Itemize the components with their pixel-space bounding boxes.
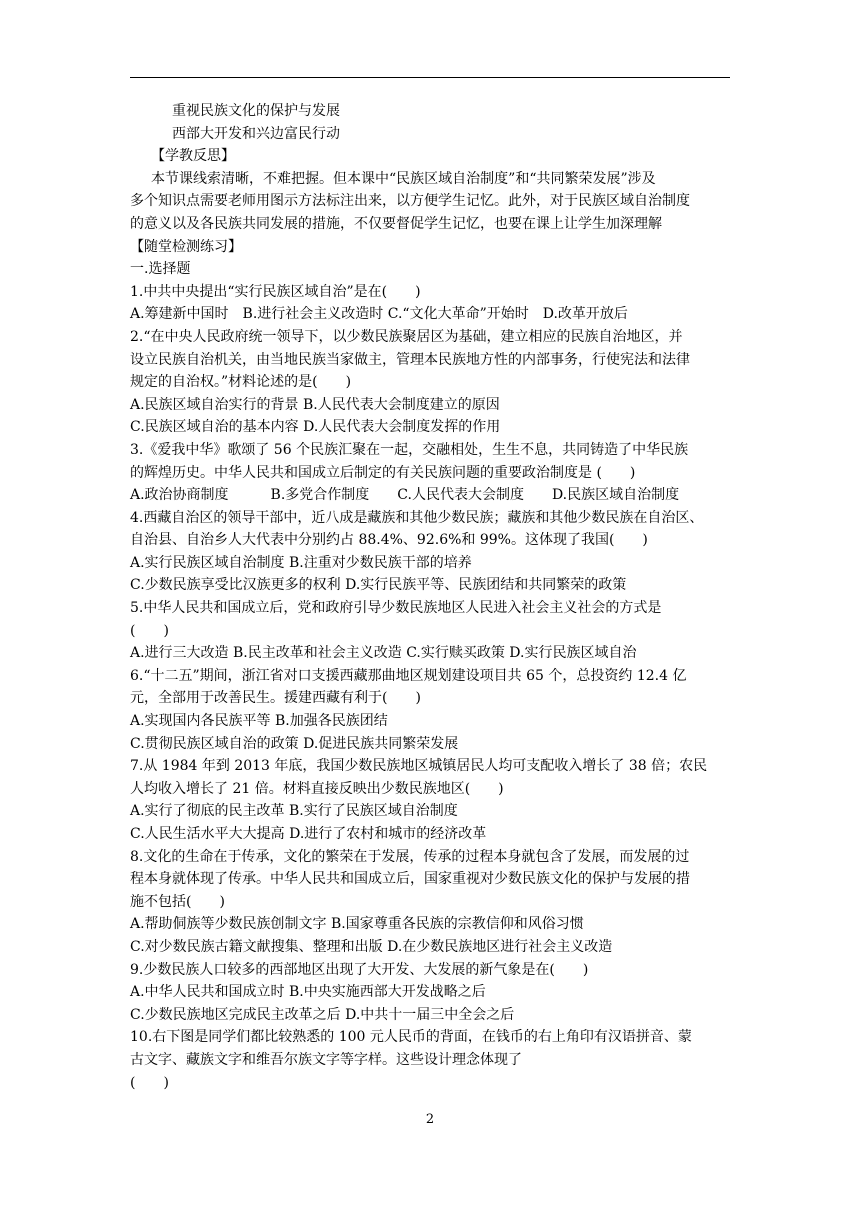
- question-line: A.进行三大改造 B.民主改革和社会主义改造 C.实行赎买政策 D.实行民族区域自治: [130, 645, 637, 662]
- question-line: C.民族区域自治的基本内容 D.人民代表大会制度发挥的作用: [130, 419, 501, 436]
- question-line: A.中华人民共和国成立时 B.中央实施西部大开发战略之后: [130, 984, 486, 1001]
- question-line: 5.中华人民共和国成立后，党和政府引导少数民族地区人民进入社会主义社会的方式是: [130, 600, 662, 617]
- question-line: 人均收入增长了 21 倍。材料直接反映出少数民族地区( ): [130, 780, 504, 797]
- exercise-heading: 【随堂检测练习】: [130, 238, 242, 255]
- page-number: 2: [425, 1112, 435, 1127]
- question-line: 的辉煌历史。中华人民共和国成立后制定的有关民族问题的重要政治制度是 ( ): [130, 464, 636, 481]
- question-line: 9.少数民族人口较多的西部地区出现了大开发、大发展的新气象是在( ): [130, 961, 589, 978]
- reflection-line: 多个知识点需要老师用图示方法标注出来，以方便学生记忆。此外，对于民族区域自治制度: [130, 193, 690, 210]
- question-line: A.民族区域自治实行的背景 B.人民代表大会制度建立的原因: [130, 396, 500, 413]
- section-title: 一.选择题: [130, 261, 191, 278]
- question-list: [130, 281, 730, 1094]
- page-body: [130, 100, 730, 1094]
- header-rule: [130, 77, 730, 78]
- question-line: C.少数民族地区完成民主改革之后 D.中共十一届三中全会之后: [130, 1006, 515, 1023]
- question-line: 6.“十二五”期间，浙江省对口支援西藏那曲地区规划建设项目共 65 个，总投资约 12.4 亿: [130, 667, 687, 684]
- reflection-line: 的意义以及各民族共同发展的措施，不仅要督促学生记忆，也要在课上让学生加深理解: [130, 215, 662, 232]
- question-line: C.人民生活水平大大提高 D.进行了农村和城市的经济改革: [130, 826, 487, 842]
- question-line: 1.中共中央提出“实行民族区域自治”是在( ): [130, 283, 421, 300]
- question-line: A.实行了彻底的民主改革 B.实行了民族区域自治制度: [130, 803, 458, 820]
- question-line: 古文字、藏族文字和维吾尔族文字等字样。这些设计理念体现了: [130, 1051, 522, 1068]
- reflection-line: 本节课线索清晰，不难把握。但本课中“民族区域自治制度”和“共同繁荣发展”涉及: [151, 170, 656, 187]
- question-line: A.帮助侗族等少数民族创制文字 B.国家尊重各民族的宗教信仰和风俗习惯: [130, 916, 584, 933]
- question-line: ( ): [130, 1074, 169, 1091]
- question-line: 元，全部用于改善民生。援建西藏有利于( ): [130, 690, 421, 707]
- reflection-heading: 【学教反思】: [151, 148, 235, 165]
- outline-item: 西部大开发和兴边富民行动: [172, 125, 340, 142]
- question-line: A.政治协商制度 B.多党合作制度 C.人民代表大会制度 D.民族区域自治制度: [130, 487, 680, 504]
- outline-item: 重视民族文化的保护与发展: [172, 103, 340, 119]
- question-line: 设立民族自治机关，由当地民族当家做主，管理本民族地方性的内部事务，行使宪法和法律: [130, 351, 690, 368]
- question-line: 10.右下图是同学们都比较熟悉的 100 元人民币的背面，在钱币的右上角印有汉语拼音、蒙: [130, 1029, 692, 1046]
- question-line: 规定的自治权。”材料论述的是( ): [130, 374, 352, 391]
- question-line: 3.《爱我中华》歌颂了 56 个民族汇聚在一起，交融相处，生生不息，共同铸造了中华民族: [130, 441, 689, 458]
- question-line: 施不包括( ): [130, 893, 225, 910]
- question-line: 7.从 1984 年到 2013 年底，我国少数民族地区城镇居民人均可支配收入增长了 38 倍；农民: [130, 758, 708, 775]
- question-line: C.少数民族享受比汉族更多的权利 D.实行民族平等、民族团结和共同繁荣的政策: [130, 577, 627, 594]
- question-line: 自治县、自治乡人大代表中分别约占 88.4%、92.6%和 99%。这体现了我国( ): [130, 532, 648, 549]
- question-line: 2.“在中央人民政府统一领导下，以少数民族聚居区为基础，建立相应的民族自治地区，并: [130, 328, 683, 345]
- question-line: 8.文化的生命在于传承，文化的繁荣在于发展，传承的过程本身就包含了发展，而发展的过: [130, 848, 690, 865]
- question-line: 程本身就体现了传承。中华人民共和国成立后，国家重视对少数民族文化的保护与发展的措: [130, 871, 690, 888]
- question-line: A.实行民族区域自治制度 B.注重对少数民族干部的培养: [130, 554, 472, 571]
- question-line: A.实现国内各民族平等 B.加强各民族团结: [130, 713, 388, 730]
- question-line: C.对少数民族古籍文献搜集、整理和出版 D.在少数民族地区进行社会主义改造: [130, 938, 613, 955]
- question-line: A.筹建新中国时 B.进行社会主义改造时 C.“文化大革命”开始时 D.改革开放后: [130, 306, 628, 323]
- question-line: C.贯彻民族区域自治的政策 D.促进民族共同繁荣发展: [130, 735, 459, 752]
- question-line: ( ): [130, 622, 169, 639]
- question-line: 4.西藏自治区的领导干部中，近八成是藏族和其他少数民族；藏族和其他少数民族在自治区、: [130, 509, 704, 526]
